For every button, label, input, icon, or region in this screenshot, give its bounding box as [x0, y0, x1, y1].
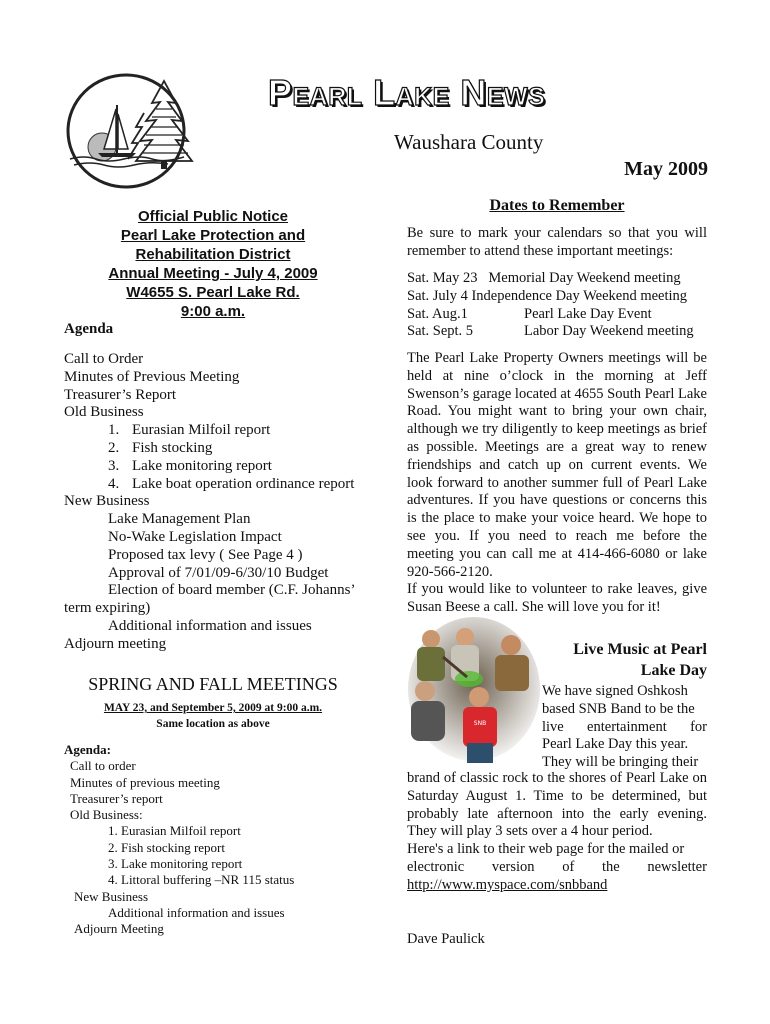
notice-line: Official Public Notice — [137, 208, 289, 225]
spring-fall-agenda — [64, 742, 364, 938]
date-row: Sat. Aug.1 Pearl Lake Day Event — [407, 305, 652, 322]
date-row: Sat. Sept. 5 Labor Day Weekend meeting — [407, 323, 694, 340]
live-music-heading: Live Music at Pearl Lake Day — [573, 641, 707, 679]
agenda-subitem: 4. Lake boat operation ordinance report — [108, 475, 355, 492]
live-music-body: brand of classic rock to the shores of Pearl Lake on Saturday August 1. Time to be determined, but probably late afternoon into the early evening. They will play 3 sets over a 4 hour period. Here's a link to their web page for the mailed or electronic version of the newsletter http://www.myspace.com/snbband — [407, 770, 707, 893]
notice-line: Pearl Lake Protection and — [120, 227, 306, 244]
meetings-paragraph — [407, 350, 707, 617]
dates-to-remember-heading: Dates to Remember — [489, 197, 625, 214]
agenda-heading: Agenda — [64, 321, 114, 337]
live-music-text: brand of classic rock to the shores of Pearl Lake on Saturday August 1. Time to be determined, but probably late afternoon into the early evening. They will play 3 sets over a 4 hour period. — [407, 770, 707, 840]
agenda-subitem: No-Wake Legislation Impact — [108, 528, 282, 545]
agenda-subitem: 2. Fish stocking report — [108, 839, 225, 855]
annual-meeting-agenda — [64, 351, 364, 654]
author-signature: Dave Paulick — [407, 931, 485, 947]
agenda-subitem: 2. Fish stocking — [108, 439, 213, 456]
agenda-subitem: Approval of 7/01/09-6/30/10 Budget — [108, 564, 329, 581]
notice-line: W4655 S. Pearl Lake Rd. — [126, 284, 300, 301]
agenda-subitem: 1. Eurasian Milfoil report — [108, 823, 241, 839]
agenda-item: Old Business — [64, 404, 144, 421]
agenda-item: Minutes of previous meeting — [70, 774, 220, 790]
agenda-item: Call to order — [70, 758, 136, 774]
band-web-link[interactable]: http://www.myspace.com/snbband — [407, 876, 608, 893]
agenda-item: New Business — [74, 888, 149, 904]
date-row: Sat. July 4 Independence Day Weekend meeting — [407, 287, 688, 304]
agenda-item: New Business — [64, 493, 150, 510]
agenda-subitem: Election of board member (C.F. Johanns’ — [108, 582, 356, 599]
agenda-item: Call to Order — [64, 351, 144, 367]
official-notice — [64, 207, 362, 321]
agenda-item: Adjourn Meeting — [74, 921, 164, 937]
agenda-item: Minutes of Previous Meeting — [64, 368, 240, 385]
agenda-subitem: 4. Littoral buffering –NR 115 status — [108, 872, 295, 888]
dates-intro: Be sure to mark your calendars so that you will remember to attend these important meetings: — [407, 225, 707, 259]
issue-date: May 2009 — [624, 158, 708, 180]
spring-fall-heading: SPRING AND FALL MEETINGS — [88, 674, 338, 694]
agenda-item: Treasurer’s report — [70, 790, 163, 806]
dates-list — [407, 270, 707, 341]
agenda-subitem: Proposed tax levy ( See Page 4 ) — [108, 546, 303, 563]
agenda-subitem-continued: term expiring) — [64, 600, 151, 617]
agenda-subitem: 1. Eurasian Milfoil report — [108, 422, 271, 439]
band-photo — [407, 617, 541, 767]
volunteer-text: If you would like to volunteer to rake leaves, give Susan Beese a call. She will love you for it! — [407, 581, 707, 616]
live-music-side-text: We have signed Oshkosh based SNB Band to be the live entertainment for Pearl Lake Day this year. They will be bringing their — [542, 683, 707, 771]
agenda-subitem: Additional information and issues — [108, 904, 285, 920]
agenda-item: Treasurer’s Report — [64, 386, 177, 403]
meetings-text: The Pearl Lake Property Owners meetings will be held at nine o’clock in the morning at Jeff Swenson’s garage located at 4655 South Pearl Lake Road. You might want to bring your own chair, although we try diligently to keep meetings as brief as possible. Meetings are a great way to renew friendships and catch up on current events. We look forward to another summer full of Pearl Lake adventures. If you have questions or concerns this is the place to make your voice heard. We hope to see you. If you need to reach me before the meeting you can call me at 414-466-6080 or lake 920-566-2120. — [407, 350, 707, 580]
notice-line: Annual Meeting - July 4, 2009 — [108, 265, 318, 282]
svg-text:SNB: SNB — [473, 720, 487, 727]
notice-line: 9:00 a.m. — [180, 303, 246, 320]
agenda-item: Adjourn meeting — [64, 635, 167, 652]
agenda-subitem: 3. Lake monitoring report — [108, 457, 272, 474]
spring-fall-location: Same location as above — [156, 718, 270, 730]
agenda-subitem: Additional information and issues — [108, 617, 312, 634]
pearl-lake-logo — [64, 69, 196, 193]
date-row: Sat. May 23 Memorial Day Weekend meeting — [407, 270, 681, 286]
spring-fall-dates: MAY 23, and September 5, 2009 at 9:00 a.m. — [103, 702, 323, 714]
county-name: Waushara County — [394, 130, 544, 154]
agenda-subitem: Lake Management Plan — [108, 511, 251, 528]
newsletter-title: Pearl Lake News — [268, 72, 546, 113]
notice-line: Rehabilitation District — [135, 246, 291, 263]
agenda-heading: Agenda: — [64, 742, 111, 757]
agenda-subitem: 3. Lake monitoring report — [108, 856, 243, 872]
agenda-item: Old Business: — [70, 807, 143, 823]
